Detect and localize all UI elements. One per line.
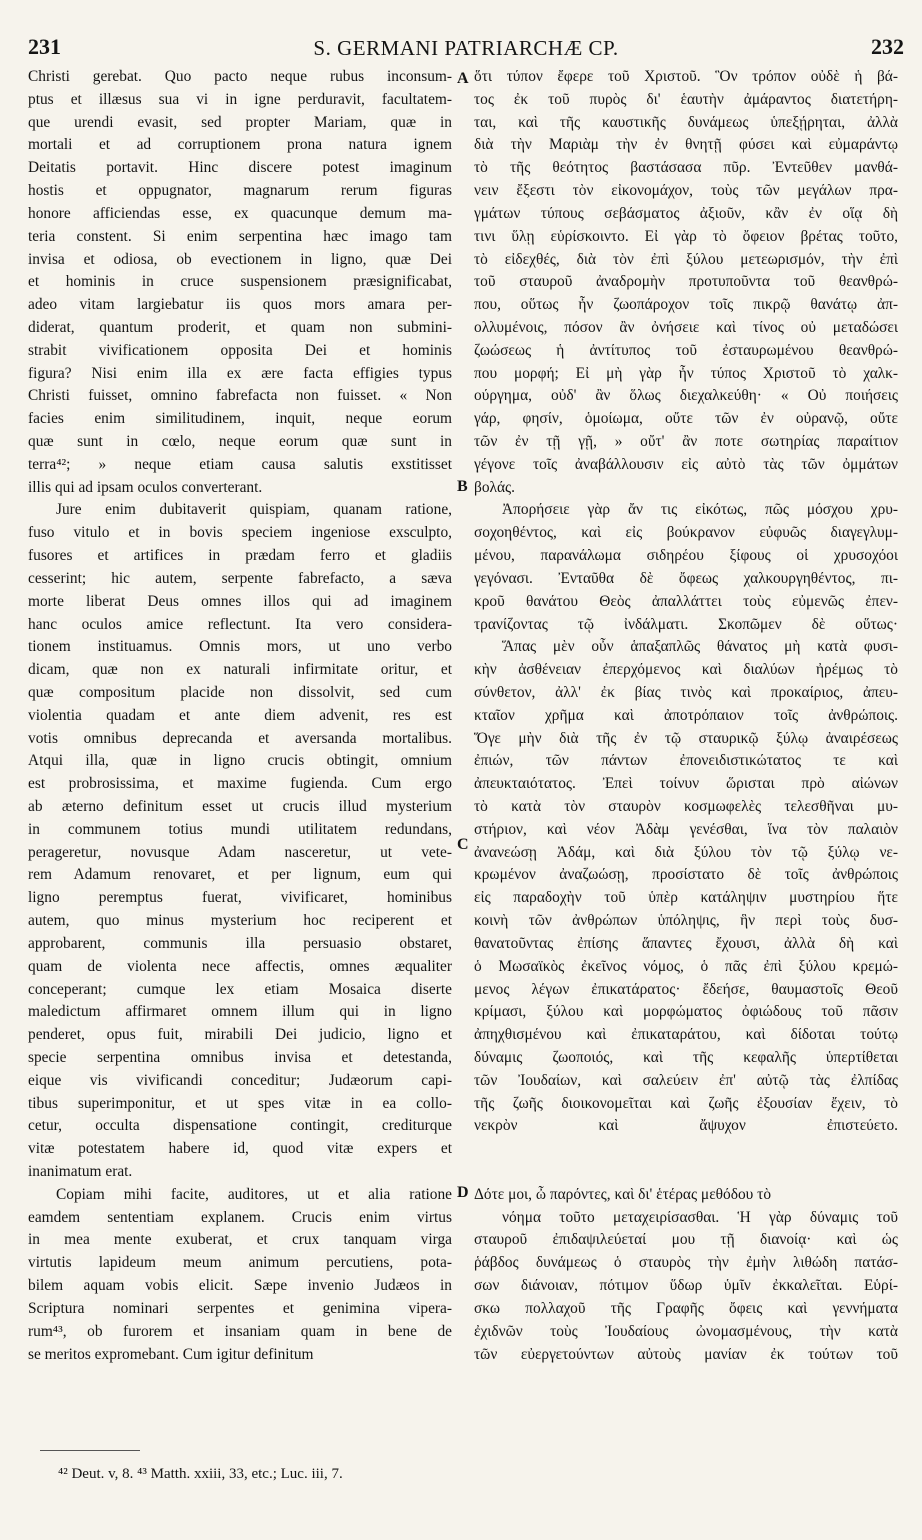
text-line: μενος λέγων ἐπικατάρατος· ἔδεήσε, θαυμαστοῖς Θεοῦ [474,980,898,998]
text-line: Scriptura nominari serpentes et genimina vipera- [28,1299,452,1317]
text-line: ὅτι τύπον ἔφερε τοῦ Χριστοῦ. Ὃν τρόπον οὐδὲ ἡ βά- [474,68,898,85]
margin-letter-c: C [457,836,469,853]
text-line: penderet, opus fuit, mirabili Dei judicio, ligno et [28,1026,452,1044]
text-line: σοχοηθέντος, καὶ εἰς βούκρανον εὐφυῶς διαγεγλυμ- [474,524,898,542]
text-line: Δότε μοι, ὦ παρόντες, καὶ δι' ἑτέρας μεθόδου τὸ [474,1185,772,1203]
text-line: ται, καὶ τῆς καυστικῆς δυνάμεως ὑπεξῄρηται, ἀλλὰ [474,113,898,131]
text-line: bilem aquam vobis elicit. Sæpe invenio Judæos in [28,1277,452,1295]
text-line: τος ἐκ τοῦ πυρὸς δι' ἑαυτὴν ἀμάραντος διατετήρη- [474,90,898,108]
text-line: quæ compositum placide non dissolvit, sed cum [28,683,452,701]
text-line: inanimatum erat. [28,1163,133,1180]
text-line: κὴν ἀσθένειαν ἐπερχόμενος καὶ διαλύων ἠρέμως τὸ [474,661,898,679]
text-line: que urendi evasit, sed propter Mariam, quæ in [28,113,452,131]
text-line: in mea mente exuberat, et crux tanquam virga [28,1231,452,1249]
margin-letter-b: B [457,478,468,495]
text-line: ligno peremptus fuerat, vivificaret, hominibus [28,889,452,907]
text-line: γμάτων τύπους σεβάσματος ἀξιοῦν, κἂν ἐν οἵᾳ δὴ [474,204,898,222]
text-line: tibus superimponitur, et ut spes vitæ in ea collo- [28,1094,452,1112]
text-line: κρίμασι, ξύλου καὶ μορφώματος ὀφιώδους τοῦ πᾶσιν [474,1003,898,1021]
text-line: teria constent. Si enim serpentina hæc imago tam [28,227,452,245]
text-line: terra⁴²; » neque etiam causa salutis exstitisset [28,455,452,473]
text-line: θανατοῦντας ἐπίσης ἅπαντες ἔχουσι, ἀλλὰ δὴ καὶ [474,934,898,952]
text-line: quæ sunt in cœlo, neque eorum quæ sunt in [28,433,452,450]
text-line: τοῦ σταυροῦ ἀναδρομὴν προτυποῦντα τοῦ θεανθρώ- [474,273,898,291]
text-line: ἐχιδνῶν τοὺς Ἰουδαίους ὠνομασμένους, τὴν κατὰ [474,1322,898,1340]
text-line: ούργημα, οὐδ' ἂν ὅλως διεχαλκεύθη· « Οὐ ποιήσεις [474,387,898,405]
text-line: ὁ Μωσαϊκὸς ἐκεῖνος νόμος, ὁ πᾶς ἐπὶ ξύλου κρεμώ- [474,957,898,975]
text-line: adeo vitam largiebatur iis quos mors amara per- [28,296,452,314]
text-line: in communem totius mundi utilitatem redundans, [28,820,452,838]
text-line: eique vis vivificandi conceditur; Judæorum capi- [28,1071,452,1089]
text-line: Jure enim dubitaverit quispiam, quanam ratione, [56,501,452,519]
text-line: cesserint; hic autem, serpente fabrefacto, a sæva [28,569,452,587]
text-line: tionem instituamus. Omnis mors, ut uno verbo [28,638,452,656]
text-line: Ἅπας μὲν οὖν ἁπαξαπλῶς θάνατος μὴ κατὰ φυσι- [502,638,898,656]
running-header [28,34,904,64]
footnote-rule [40,1450,140,1451]
text-line: fuso vitulo et in bovis speciem ingeniose exsculpto, [28,524,452,542]
margin-letter-d: D [457,1184,469,1201]
text-line: γάρ, φησίν, ὁμοίωμα, οὔτε τῶν ἐν οὐρανῷ, οὔτε [474,410,898,428]
text-line: eamdem sententiam explanem. Crucis enim virtus [28,1208,452,1226]
text-line: est probrosissima, et maxime fugienda. Cum ergo [28,775,452,793]
text-line: dicam, quæ non ex naturali infirmitate oritur, et [28,661,452,679]
text-line: Ὅγε μὴν διὰ τῆς ἐν τῷ σταυρικῷ ξύλῳ ἀναιρέσεως [474,729,898,747]
text-line: hanc oculos amice reflectunt. Ita vero considera- [28,615,452,633]
text-line: se meritos expromebant. Cum igitur definitum [28,1345,314,1363]
text-line: Christi fuisset, omnino fabrefacta non fuisset. « Non [28,387,452,405]
text-line: που, οὕτως ἦν ζωοπάροχον τοῖς πικρῷ θανάτῳ ἀπ- [474,296,898,314]
text-line: vitæ potestatem habere id, quod vitæ expers et [28,1140,452,1158]
text-line: honore afficiendas esse, ex quacunque demum ma- [28,204,452,222]
text-line: τῆς ζωῆς διοικονομεῖται καὶ ζωῆς ἐξουσίαν ἔχειν, τὸ [474,1094,898,1112]
text-line: εἰς παραδοχὴν τοῦ ὑπὲρ κατάληψιν μυστηρίου ἥτε [474,889,898,907]
text-line: τῶν Ἰουδαίων, καὶ σαλεύειν ἐπ' αὐτῷ τὰς ἐλπίδας [474,1071,898,1089]
text-line: σταυροῦ ἐπιδαψιλεύεταί μου τῇ διανοίᾳ· καὶ ὡς [474,1231,898,1249]
text-line: νεκρὸν καὶ ἄψυχον ἐπιστεύετο. [474,1117,898,1135]
text-line: conceperant; cumque lex etiam Mosaica diserte [28,980,452,998]
text-line: κροῦ θανάτου Θεὸς ἀπαλλάττει τοὺς εὐμενῶς ἐπεν- [474,592,898,610]
text-line: σύνθετον, ἀλλ' ἐκ βίας τινὸς καὶ προκαίριος, ἀπευ- [474,683,898,701]
text-line: rum⁴³, ob furorem et insaniam quam in bene de [28,1322,452,1340]
text-line: ἀπευκταιότατος. Ἐπεὶ τοίνυν ὥρισται πρὸ αἰώνων [474,775,898,793]
text-line: Christi gerebat. Quo pacto neque rubus inconsum- [28,68,452,85]
text-line: hostis et oppugnator, magnarum rerum figuras [28,182,452,200]
text-line: cetur, occulta dispensatione contingit, crediturque [28,1117,452,1135]
text-line: figura? Nisi enim illa ex ære facta effigies typus [28,364,452,382]
page-number-left: 231 [28,34,61,59]
text-line: νόημα τοῦτο μεταχειρίσασθαι. Ἡ γὰρ δύναμις τοῦ [502,1208,898,1226]
text-line: κοινὴ τῶν ἀνθρώπων ὑπόληψις, ἣν περὶ τοὺς δυσ- [474,912,898,930]
text-line: perageretur, novusque Adam nasceretur, ut vete- [28,843,452,861]
text-line: βολάς. [474,478,515,496]
text-line: που μορφή; Εἰ μὴ γὰρ ἦν τύπος Χριστοῦ τὸ χαλκ- [474,364,898,382]
text-line: ολλυμένοις, πόσον ἂν ὀνήσειε καὶ τίνος οὐ μεταδώσει [474,318,898,336]
text-line: σκω πολλαχοῦ τῆς Γραφῆς ὄφεις καὶ γεννήματα [474,1299,898,1317]
latin-column [28,66,452,1366]
text-line: ἀπηχθισμένου καὶ ἐπικαταράτου, καὶ δίδοται τούτῳ [474,1026,898,1044]
page-number-right: 232 [871,34,904,59]
text-line: maledictum affirmaret omnem illum qui in ligno [28,1003,452,1021]
footnotes: ⁴² Deut. v, 8. ⁴³ Matth. xxiii, 33, etc.; Luc. iii, 7. [58,1466,343,1482]
text-line: σων διάνοιαν, πότιμον ὕδωρ ὑμῖν ἐκκαλεῖται. Εὑρί- [474,1277,898,1295]
text-line: mortali et ad corruptionem prona natura ignem [28,136,452,154]
text-line: morte liberat Deus omnes illos qui ad imaginem [28,592,452,610]
text-line: τῶν ἐν τῇ γῇ, » οὔτ' ἂν ποτε σωτηρίας παραίτιον [474,433,898,450]
text-line: ἀνανεώσῃ Ἀδάμ, καὶ διὰ ξύλου τὸν τῷ ξύλῳ νε- [474,843,898,861]
text-line: rem Adamum renovaret, et per lignum, eum qui [28,866,452,884]
text-line: specie serpentina omnibus invisa et detestanda, [28,1048,452,1066]
text-line: τῶν εὐεργετούντων αὐτοὺς μανίαν ἐκ τούτων τοῦ [474,1345,898,1363]
text-line: ῥάβδος δυνάμεως ὁ σταυρὸς τὴν ἐμὴν λιθώδη πατάσ- [474,1254,898,1272]
text-line: στήριον, καὶ νέον Ἀδὰμ γενέσθαι, ἵνα τὸν παλαιὸν [474,820,898,838]
text-line: διὰ τὴν Μαριὰμ τὴν ἐν θνητῇ φύσει καὶ εὐμαράντῳ [474,136,898,154]
text-line: δύναμις ζωοποιός, καὶ τῆς κεφαλῆς ὑπερτίθεται [474,1048,898,1066]
text-line: τὸ εἰδεχθές, διὰ τὸν ἐπὶ ξύλου μετεωρισμόν, τὴν ἐπὶ [474,250,898,268]
text-line: quam de violenta nece affectis, omnes æqualiter [28,957,452,975]
text-line: invisa et odiosa, ob evectionem in ligno, quæ Dei [28,250,452,268]
margin-letter-a: A [457,70,469,87]
text-line: νειν ἔξεστι τὸν εἰκονομάχον, τοὺς τῶν μεγάλων πρα- [474,182,898,200]
text-line: et hominis in cruce suspensionem præsignificabat, [28,273,452,291]
text-line: approbarent, communis illa persuasio obstaret, [28,934,452,952]
text-line: κταῖον χρῆμα καὶ ἀποτρόπαιον τοῖς ἀνθρώποις. [474,706,898,724]
text-line: violentia quadam et ante diem advenit, res est [28,706,452,724]
text-line: κρωμένον ἀναζωώσῃ, προσίστατο δὲ τοῖς ἀνθρώποις [474,866,898,884]
greek-column [474,66,898,1366]
text-line: fusores et artifices in prædam ferro et gladiis [28,547,452,565]
text-line: μένου, παρανάλωμα σιδηρέου ξίφους οἱ χρυσοχόοι [474,547,898,565]
text-line: facies enim similitudinem, inquit, neque eorum [28,410,452,428]
text-line: strabit vivificationem opposita Dei et hominis [28,341,452,359]
text-line [474,1161,898,1184]
text-line: τρανίζοντας τῷ ἰνδάλματι. Σκοπῶμεν δὲ οὕτως· [474,615,898,633]
text-line: ptus et illæsus sua vi in igne perduravit, facultatem- [28,90,452,108]
text-line [474,1138,898,1161]
text-line: τινι ὕλῃ εὑρίσκοιντο. Εἰ γὰρ τὸ ὄφειον βρέτας τοῦτο, [474,227,898,245]
text-line: γεγόνασι. Ἐνταῦθα δὲ ὄφεως χαλκουργηθέντος, πι- [474,569,898,587]
text-line: τὸ τῆς θεότητος βαστάσασα πῦρ. Ἐντεῦθεν μανθά- [474,159,898,177]
text-line: ζωώσεως ἡ ἀντίτυπος τοῦ ἐσταυρωμένου θεανθρώ- [474,341,898,359]
text-line: Copiam mihi facite, auditores, ut et alia ratione [56,1185,452,1203]
text-line: Ἀπορήσειε γὰρ ἄν τις εἰκότως, πῶς μόσχου χρυ- [502,501,898,519]
running-title: S. GERMANI PATRIARCHÆ CP. [313,36,619,60]
text-line: Atqui illa, quæ in ligno crucis obtingit, omnium [28,752,452,770]
text-line: τὸ κατὰ τὸν σταυρὸν κοσμωφελὲς τελεσθῆναι μυ- [474,798,898,815]
text-line: illis qui ad ipsam oculos converterant. [28,478,263,496]
text-line: diderat, quantum proderit, et quam non submini- [28,318,452,336]
text-line: virtutis lapideum meum animum percutiens, pota- [28,1254,452,1272]
text-line: Deitatis portavit. Hinc discere potest imaginum [28,159,452,177]
text-line: autem, quo minus mysterium hoc reciperent et [28,912,452,930]
text-line: γέγονε τοῖς ἀναβάλλουσιν εἰς αὐτὸ τὰς τῶν ὀμμάτων [474,455,898,473]
text-line: votis omnibus deprecanda et aversanda mortalibus. [28,729,452,747]
text-line: ἐπιών, τῶν πάντων ἐπονειδιστικώτατος τε καὶ [474,752,898,770]
text-line: ab æterno definitum esset ut crucis illud mysterium [28,798,452,815]
